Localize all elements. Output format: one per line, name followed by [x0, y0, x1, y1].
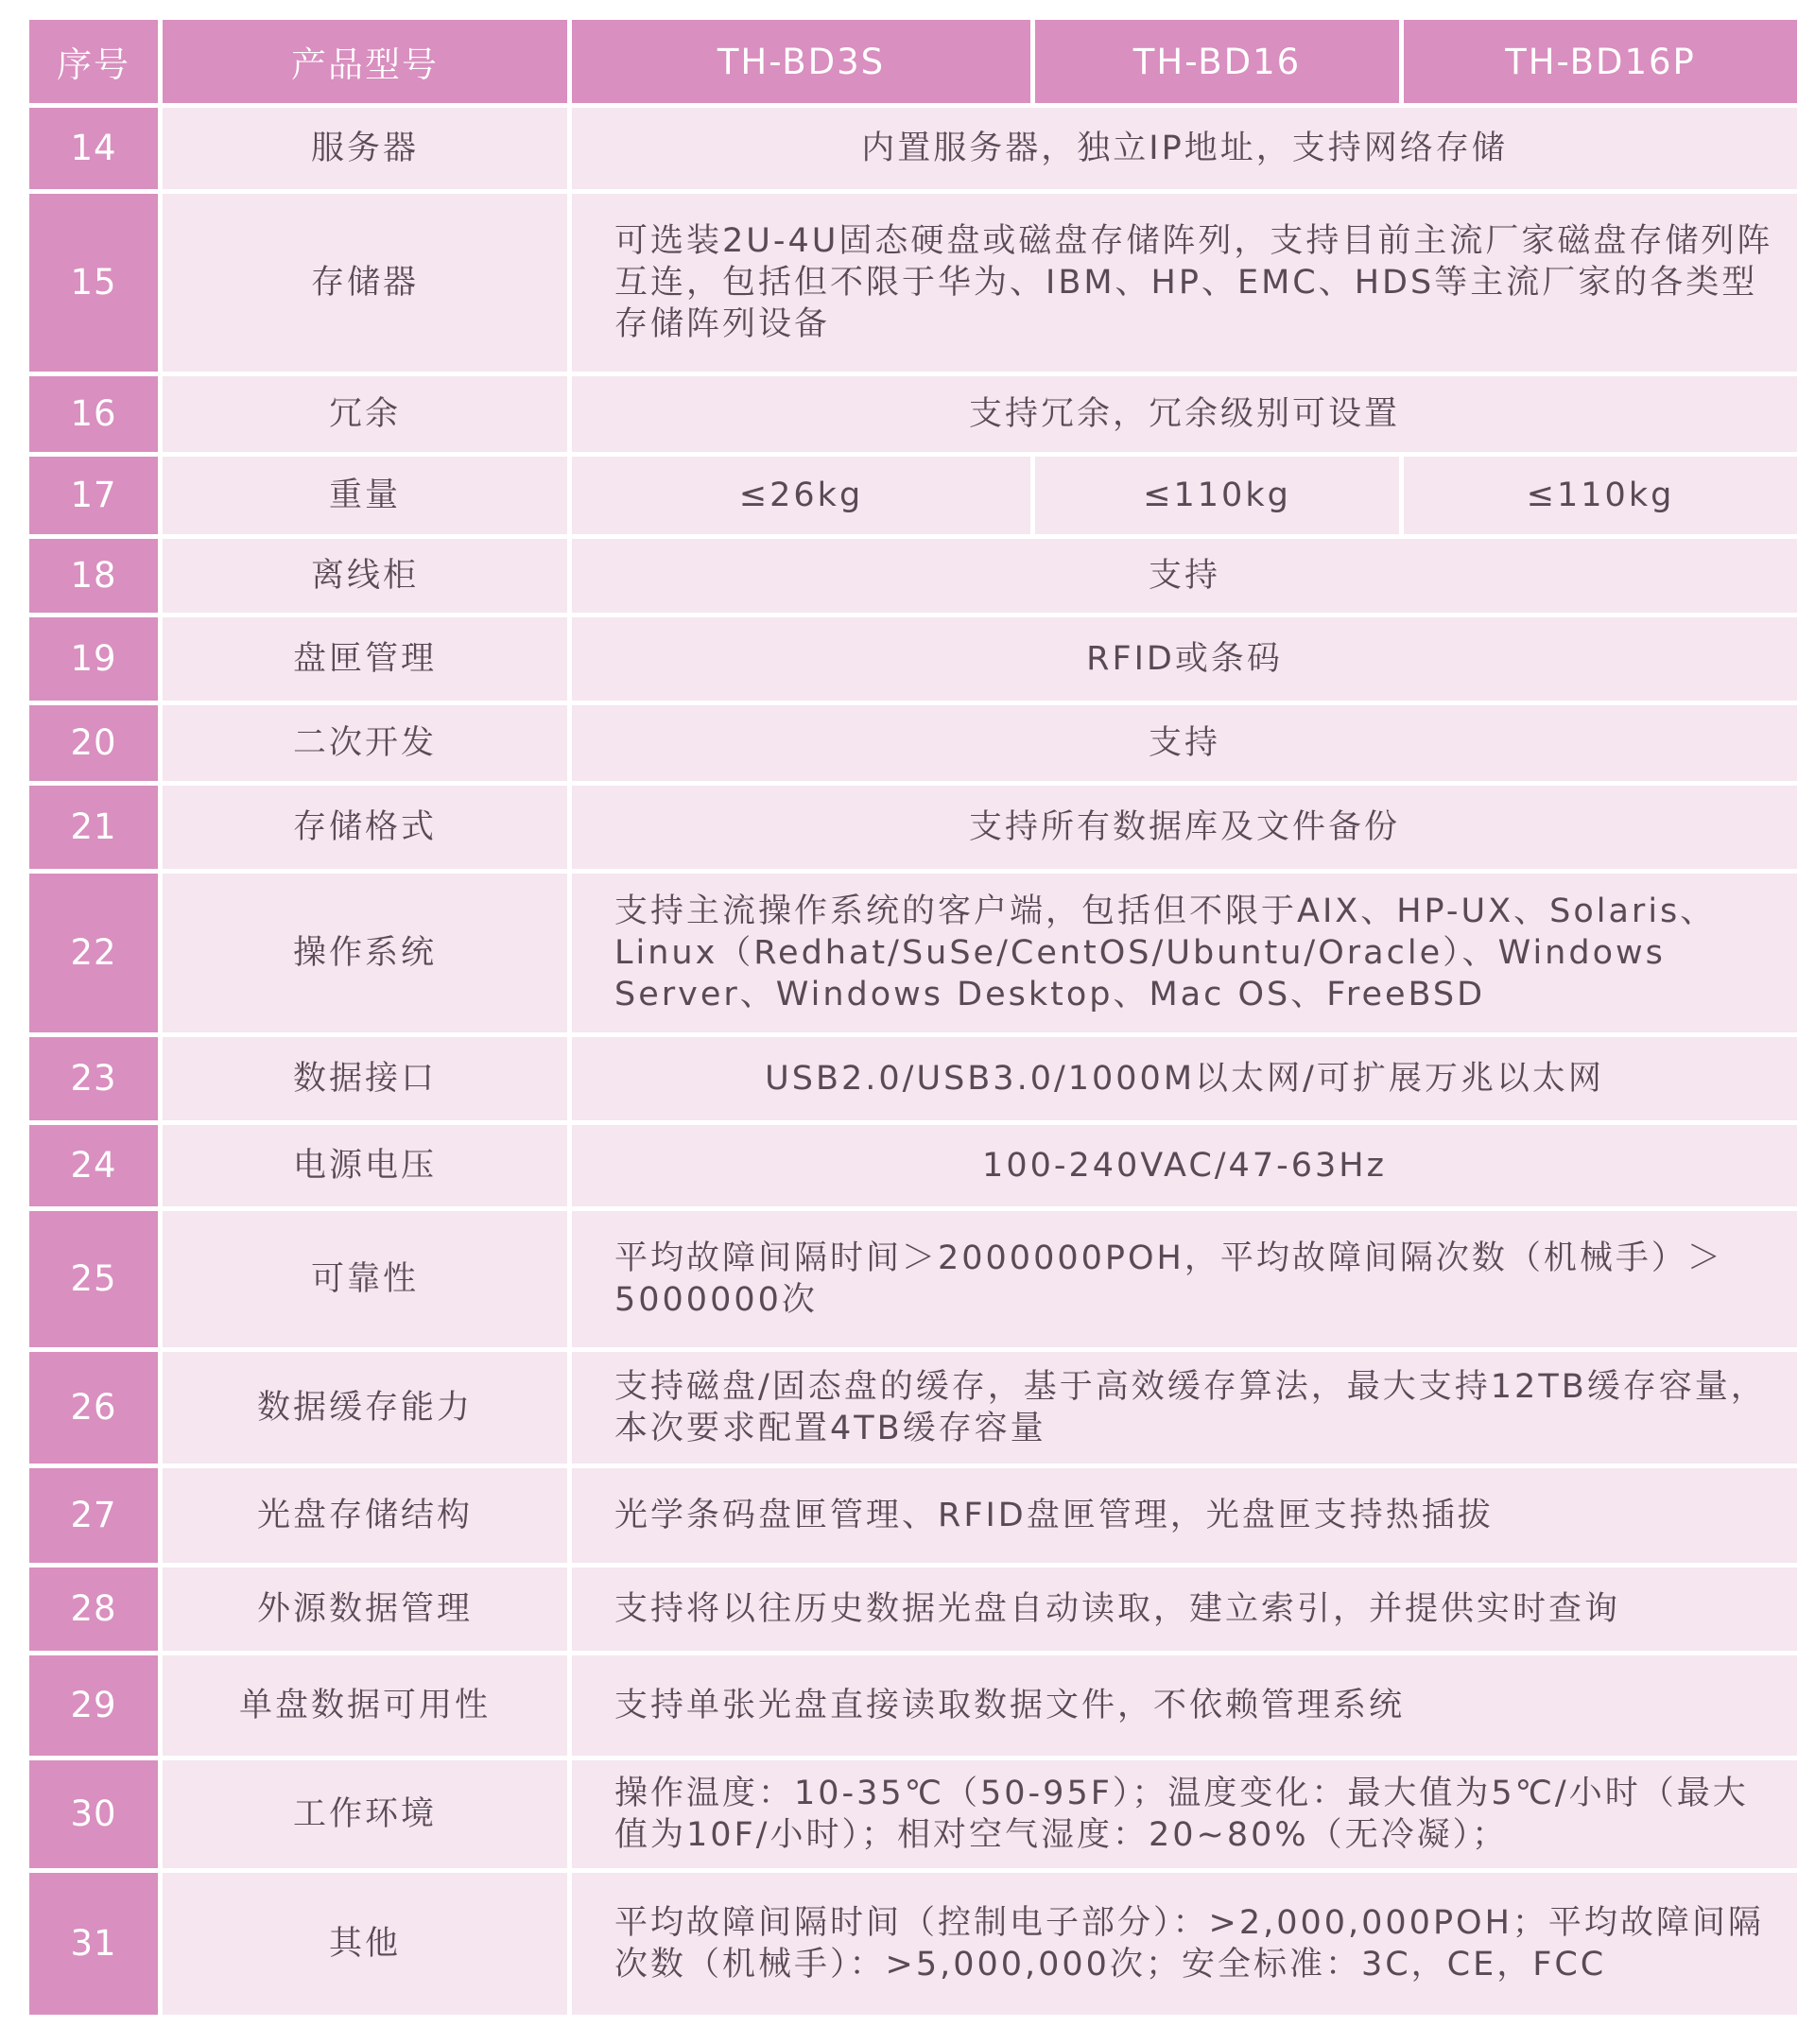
row-label: 外源数据管理	[163, 1568, 567, 1651]
row-value: 支持主流操作系统的客户端，包括但不限于AIX、HP-UX、Solaris、Linux（Redhat/SuSe/CentOS/Ubuntu/Oracle）、Windows Server、Windows Desktop、Mac OS、FreeBSD	[572, 874, 1797, 1032]
row-number: 25	[29, 1211, 158, 1347]
row-label: 存储器	[163, 194, 567, 372]
row-number: 28	[29, 1568, 158, 1651]
table-row	[29, 1037, 1797, 1120]
row-number: 22	[29, 874, 158, 1032]
table-row	[29, 194, 1797, 372]
row-label: 可靠性	[163, 1211, 567, 1347]
weight-th-bd16: ≤110kg	[1035, 457, 1399, 534]
spec-table-container	[25, 15, 1792, 2019]
row-number: 21	[29, 786, 158, 869]
row-number: 30	[29, 1760, 158, 1868]
row-value: 支持所有数据库及文件备份	[572, 786, 1797, 869]
row-label: 工作环境	[163, 1760, 567, 1868]
row-value: USB2.0/USB3.0/1000M以太网/可扩展万兆以太网	[572, 1037, 1797, 1120]
row-number: 26	[29, 1352, 158, 1464]
row-value: RFID或条码	[572, 617, 1797, 701]
table-row	[29, 539, 1797, 613]
weight-th-bd16p: ≤110kg	[1404, 457, 1797, 534]
table-row	[29, 705, 1797, 781]
row-number: 15	[29, 194, 158, 372]
table-row	[29, 1211, 1797, 1347]
row-number: 24	[29, 1125, 158, 1206]
row-value: 支持	[572, 705, 1797, 781]
row-value: 支持磁盘/固态盘的缓存，基于高效缓存算法，最大支持12TB缓存容量，本次要求配置4TB缓存容量	[572, 1352, 1797, 1464]
row-label: 其他	[163, 1873, 567, 2015]
row-label: 电源电压	[163, 1125, 567, 1206]
table-row	[29, 874, 1797, 1032]
table-row	[29, 1655, 1797, 1756]
row-value: 可选装2U-4U固态硬盘或磁盘存储阵列，支持目前主流厂家磁盘存储列阵互连，包括但不限于华为、IBM、HP、EMC、HDS等主流厂家的各类型存储阵列设备	[572, 194, 1797, 372]
row-label: 服务器	[163, 108, 567, 189]
row-number: 14	[29, 108, 158, 189]
header-index: 序号	[29, 20, 158, 103]
row-number: 27	[29, 1468, 158, 1563]
table-row	[29, 786, 1797, 869]
row-value: 支持	[572, 539, 1797, 613]
table-row	[29, 1873, 1797, 2015]
table-row	[29, 1568, 1797, 1651]
table-row	[29, 457, 1797, 534]
row-label: 操作系统	[163, 874, 567, 1032]
row-label: 数据缓存能力	[163, 1352, 567, 1464]
header-model-th-bd16p: TH-BD16P	[1404, 20, 1797, 103]
row-label: 存储格式	[163, 786, 567, 869]
row-label: 二次开发	[163, 705, 567, 781]
header-row	[29, 20, 1797, 103]
table-row	[29, 617, 1797, 701]
row-number: 31	[29, 1873, 158, 2015]
row-value: 光学条码盘匣管理、RFID盘匣管理，光盘匣支持热插拔	[572, 1468, 1797, 1563]
row-number: 19	[29, 617, 158, 701]
row-label: 数据接口	[163, 1037, 567, 1120]
header-model: 产品型号	[163, 20, 567, 103]
row-number: 18	[29, 539, 158, 613]
row-value: 100-240VAC/47-63Hz	[572, 1125, 1797, 1206]
row-label: 单盘数据可用性	[163, 1655, 567, 1756]
table-row	[29, 108, 1797, 189]
row-number: 16	[29, 376, 158, 452]
row-number: 23	[29, 1037, 158, 1120]
row-label: 冗余	[163, 376, 567, 452]
row-number: 17	[29, 457, 158, 534]
table-row	[29, 1760, 1797, 1868]
spec-table	[25, 15, 1802, 2019]
header-model-th-bd16: TH-BD16	[1035, 20, 1399, 103]
table-row	[29, 1352, 1797, 1464]
table-row	[29, 376, 1797, 452]
row-label: 光盘存储结构	[163, 1468, 567, 1563]
row-number: 29	[29, 1655, 158, 1756]
row-value: 平均故障间隔时间＞2000000POH，平均故障间隔次数（机械手）＞5000000次	[572, 1211, 1797, 1347]
row-number: 20	[29, 705, 158, 781]
row-label: 重量	[163, 457, 567, 534]
row-value: 平均故障间隔时间（控制电子部分）：>2,000,000POH；平均故障间隔次数（机械手）：>5,000,000次；安全标准：3C，CE，FCC	[572, 1873, 1797, 2015]
row-value: 支持冗余，冗余级别可设置	[572, 376, 1797, 452]
row-value: 内置服务器，独立IP地址，支持网络存储	[572, 108, 1797, 189]
row-label: 离线柜	[163, 539, 567, 613]
row-value: 支持将以往历史数据光盘自动读取，建立索引，并提供实时查询	[572, 1568, 1797, 1651]
table-row	[29, 1468, 1797, 1563]
weight-th-bd3s: ≤26kg	[572, 457, 1030, 534]
row-value: 支持单张光盘直接读取数据文件，不依赖管理系统	[572, 1655, 1797, 1756]
row-label: 盘匣管理	[163, 617, 567, 701]
row-value: 操作温度：10-35℃（50-95F）；温度变化：最大值为5℃/小时（最大值为10F/小时）；相对空气湿度：20~80%（无冷凝）；	[572, 1760, 1797, 1868]
header-model-th-bd3s: TH-BD3S	[572, 20, 1030, 103]
table-row	[29, 1125, 1797, 1206]
